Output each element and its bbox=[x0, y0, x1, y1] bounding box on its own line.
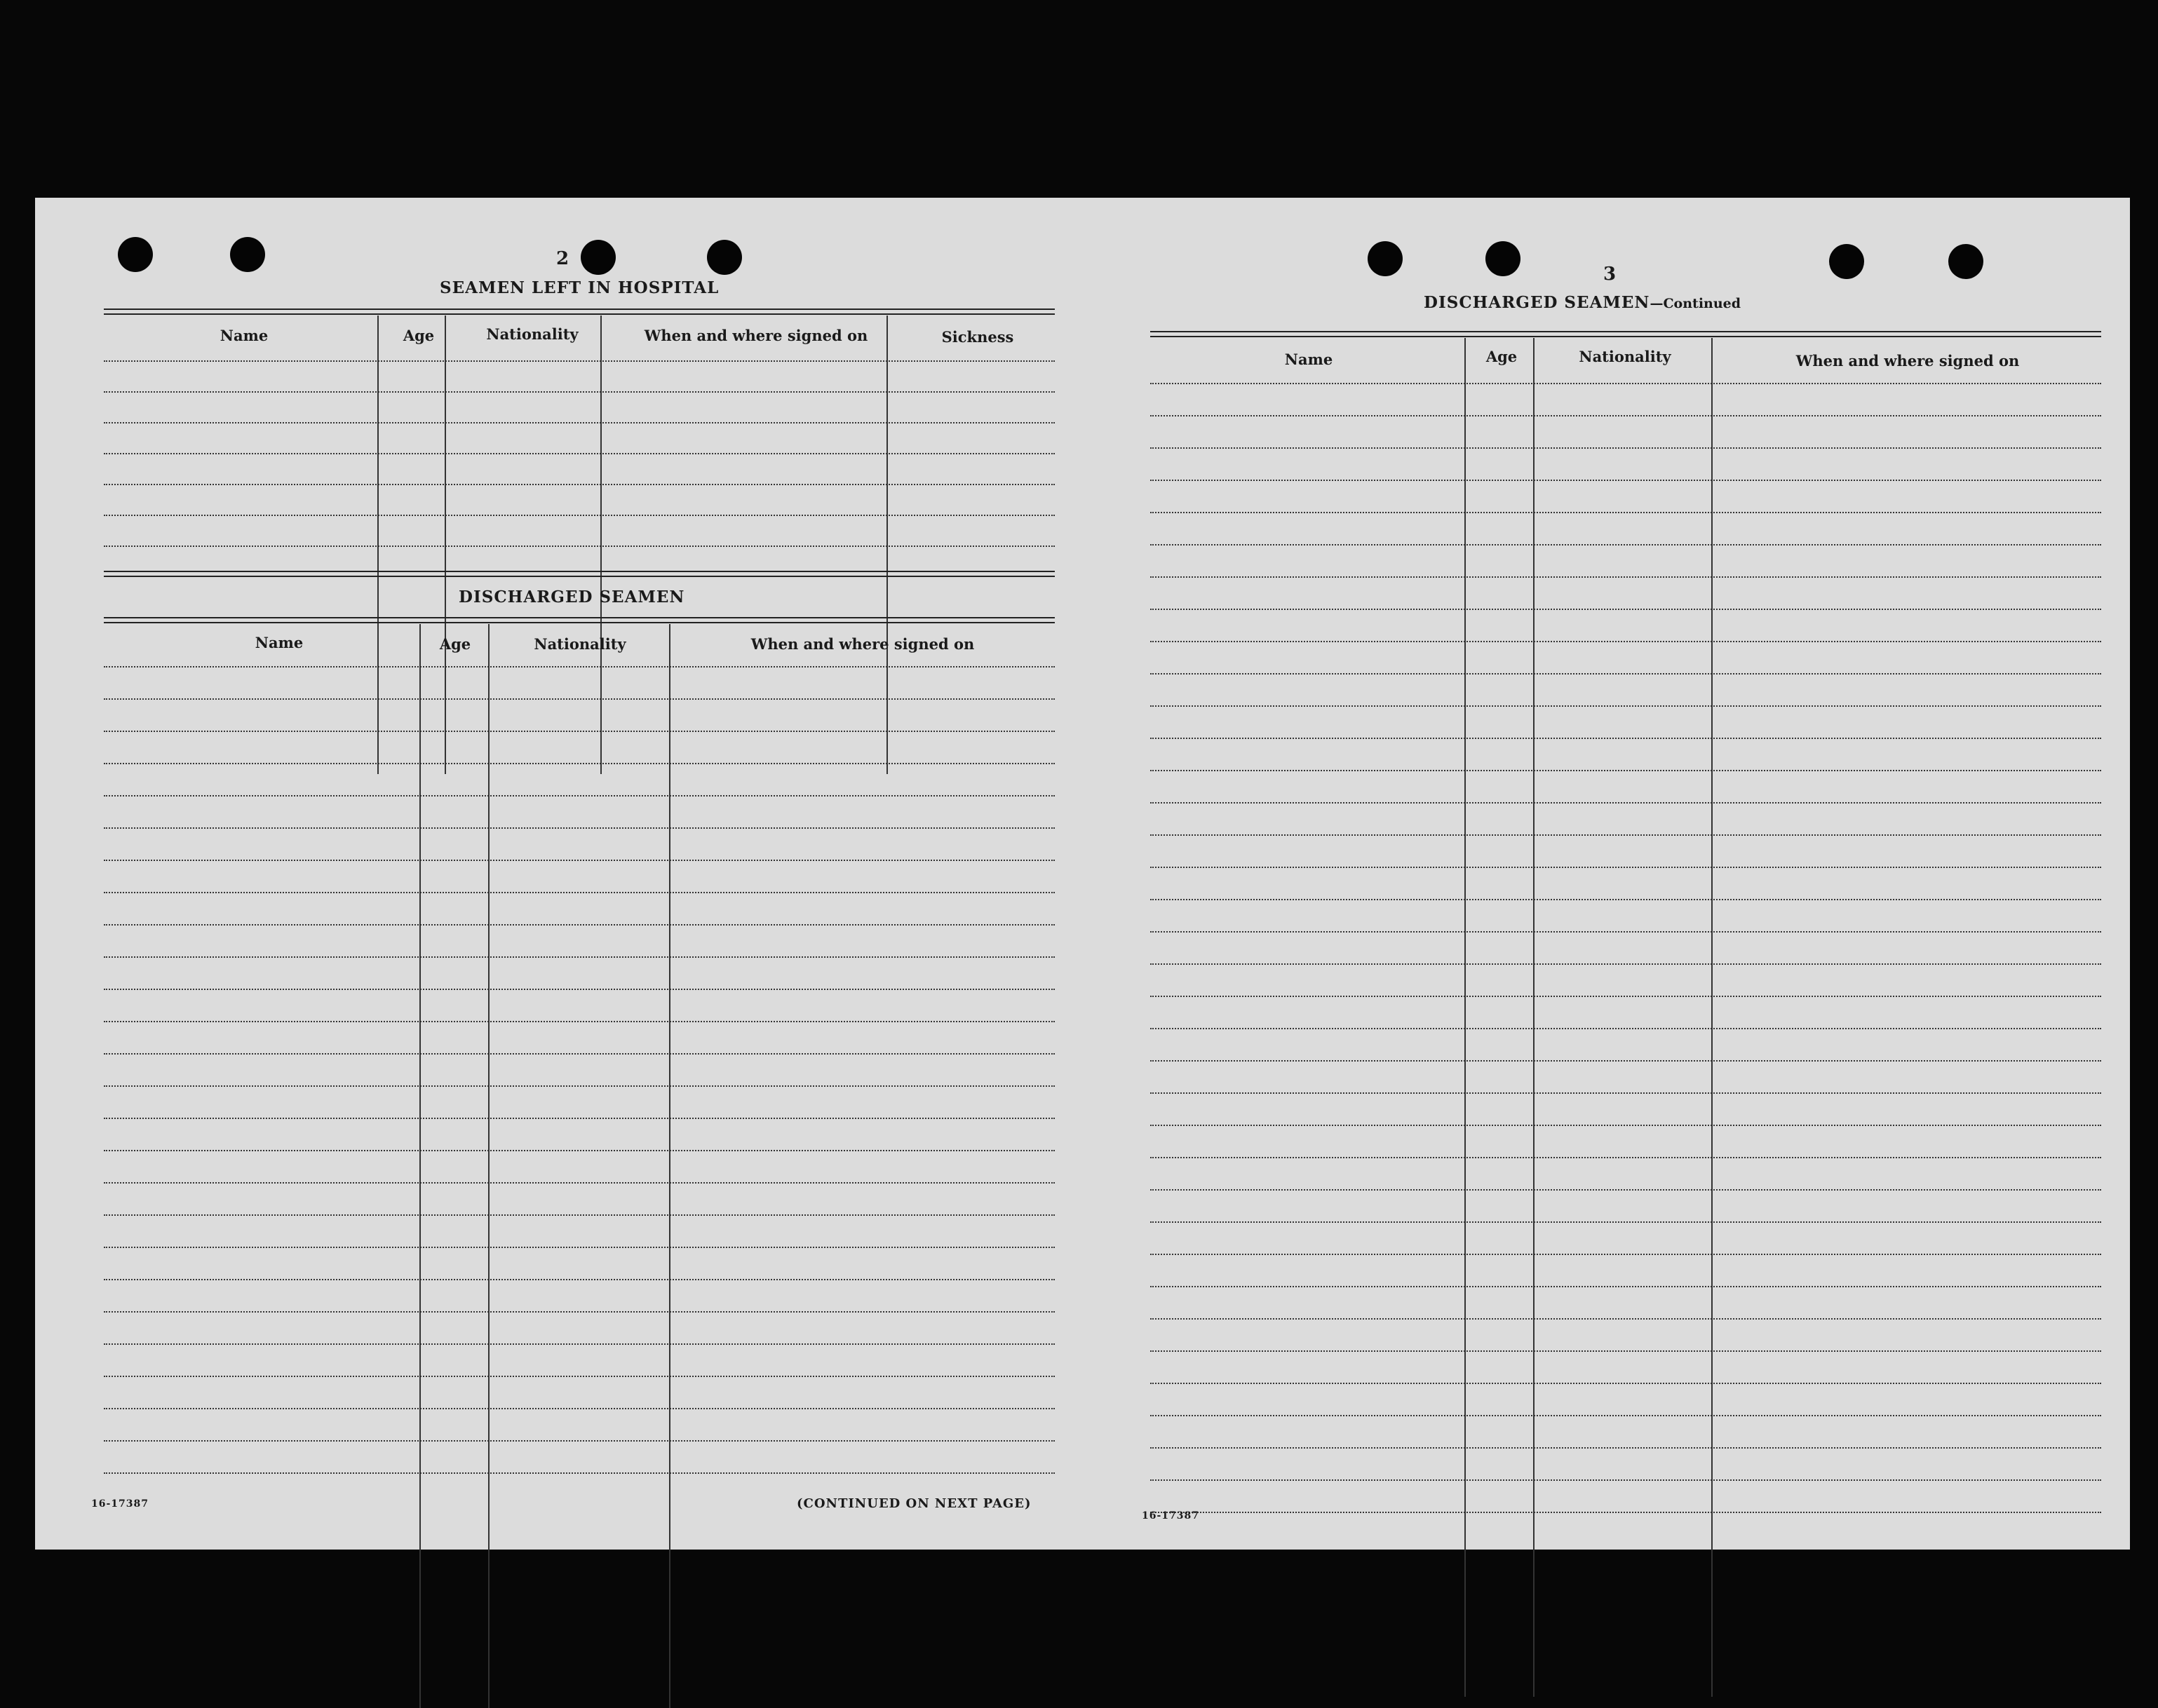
hospital-header-sickness: Sickness bbox=[941, 328, 1014, 346]
hospital-header-signed-on: When and where signed on bbox=[644, 327, 868, 344]
table-row bbox=[104, 1118, 1055, 1150]
left-form-number: 16-17387 bbox=[91, 1498, 149, 1510]
table-row bbox=[104, 1440, 1055, 1472]
punch-hole-1 bbox=[118, 237, 153, 272]
table-row bbox=[1150, 705, 2101, 738]
discharged-section-rule-top bbox=[104, 571, 1055, 577]
table-row bbox=[1150, 963, 2101, 996]
table-row bbox=[1150, 447, 2101, 480]
table-row bbox=[1150, 1189, 2101, 1221]
table-row bbox=[104, 698, 1055, 731]
table-row bbox=[1150, 1383, 2101, 1415]
table-row bbox=[104, 453, 1055, 484]
table-row bbox=[1150, 1157, 2101, 1189]
table-row bbox=[104, 827, 1055, 860]
discharged-header-age: Age bbox=[439, 635, 471, 653]
punch-hole-4 bbox=[707, 240, 742, 275]
table-row bbox=[104, 989, 1055, 1021]
table-row bbox=[1150, 641, 2101, 673]
table-row bbox=[104, 360, 1055, 391]
discharged-header-name: Name bbox=[255, 634, 304, 651]
punch-hole-2 bbox=[230, 237, 265, 272]
punch-hole-3 bbox=[581, 240, 616, 275]
table-row bbox=[1150, 1286, 2101, 1318]
table-row bbox=[1150, 931, 2101, 963]
table-row bbox=[104, 515, 1055, 545]
table-row bbox=[1150, 383, 2101, 415]
table-row bbox=[1150, 415, 2101, 447]
hospital-header-age: Age bbox=[403, 327, 435, 344]
discharged-continued-title bbox=[1424, 293, 1741, 312]
table-row bbox=[104, 484, 1055, 515]
table-row bbox=[1150, 480, 2101, 512]
table-row bbox=[1150, 834, 2101, 867]
hospital-header-name: Name bbox=[220, 327, 269, 344]
discharged-header-nationality: Nationality bbox=[534, 635, 626, 653]
table-row bbox=[104, 1021, 1055, 1053]
table-row bbox=[1150, 899, 2101, 931]
table-row bbox=[104, 1247, 1055, 1279]
table-row bbox=[104, 1214, 1055, 1247]
hospital-section-title: SEAMEN LEFT IN HOSPITAL bbox=[440, 278, 720, 297]
table-row bbox=[1150, 1060, 2101, 1092]
discharged-section-title: DISCHARGED SEAMEN bbox=[459, 588, 685, 606]
table-row bbox=[1150, 609, 2101, 641]
table-row bbox=[1150, 867, 2101, 899]
table-row bbox=[104, 892, 1055, 924]
table-row bbox=[1150, 1415, 2101, 1447]
table-row bbox=[104, 666, 1055, 698]
discharged-section-rule bbox=[104, 617, 1055, 623]
table-row bbox=[1150, 1125, 2101, 1157]
table-row bbox=[1150, 544, 2101, 576]
table-row bbox=[104, 924, 1055, 956]
table-row bbox=[104, 763, 1055, 795]
punch-hole-7 bbox=[1829, 244, 1864, 279]
discharged-continued-title-main: DISCHARGED SEAMEN bbox=[1424, 293, 1650, 312]
table-row bbox=[104, 1150, 1055, 1182]
left-page-number: 2 bbox=[556, 248, 569, 269]
continued-header-signed-on: When and where signed on bbox=[1795, 352, 2020, 370]
discharged-header-signed-on: When and where signed on bbox=[750, 635, 975, 653]
right-page-number: 3 bbox=[1603, 264, 1617, 285]
table-row bbox=[1150, 512, 2101, 544]
table-row bbox=[1150, 1254, 2101, 1286]
table-row bbox=[104, 1311, 1055, 1343]
table-row bbox=[104, 956, 1055, 989]
punch-hole-5 bbox=[1368, 241, 1403, 276]
row-rule bbox=[1150, 1512, 2101, 1513]
row-rule bbox=[104, 1472, 1055, 1474]
table-row bbox=[104, 1279, 1055, 1311]
table-row bbox=[1150, 673, 2101, 705]
table-row bbox=[104, 731, 1055, 763]
continued-header-name: Name bbox=[1284, 351, 1333, 368]
right-form-number: 16-17387 bbox=[1142, 1510, 1199, 1521]
table-row bbox=[104, 1085, 1055, 1118]
table-row bbox=[104, 1376, 1055, 1408]
table-row bbox=[1150, 996, 2101, 1028]
table-row bbox=[1150, 576, 2101, 609]
punch-hole-8 bbox=[1948, 244, 1983, 279]
continued-note: (CONTINUED ON NEXT PAGE) bbox=[797, 1496, 1032, 1511]
table-row bbox=[1150, 1479, 2101, 1512]
table-row bbox=[1150, 1092, 2101, 1125]
hospital-section-rule bbox=[104, 309, 1055, 315]
table-row bbox=[104, 422, 1055, 453]
table-row bbox=[1150, 1447, 2101, 1479]
table-row bbox=[104, 1182, 1055, 1214]
discharged-continued-suffix: —Continued bbox=[1650, 296, 1741, 311]
discharged-continued-rule bbox=[1150, 331, 2101, 337]
table-row bbox=[104, 391, 1055, 422]
table-row bbox=[1150, 770, 2101, 802]
punch-hole-6 bbox=[1485, 241, 1520, 276]
table-row bbox=[104, 1408, 1055, 1440]
continued-header-age: Age bbox=[1485, 348, 1518, 365]
table-row bbox=[1150, 1318, 2101, 1350]
table-row bbox=[104, 860, 1055, 892]
table-row bbox=[104, 1053, 1055, 1085]
table-row bbox=[1150, 1221, 2101, 1254]
hospital-header-nationality: Nationality bbox=[486, 325, 579, 343]
table-row bbox=[104, 1343, 1055, 1376]
table-row bbox=[1150, 1028, 2101, 1060]
continued-header-nationality: Nationality bbox=[1579, 348, 1671, 365]
table-row bbox=[104, 795, 1055, 827]
table-row bbox=[1150, 802, 2101, 834]
record-sheet bbox=[35, 198, 2130, 1550]
table-row bbox=[1150, 738, 2101, 770]
table-row bbox=[1150, 1350, 2101, 1383]
